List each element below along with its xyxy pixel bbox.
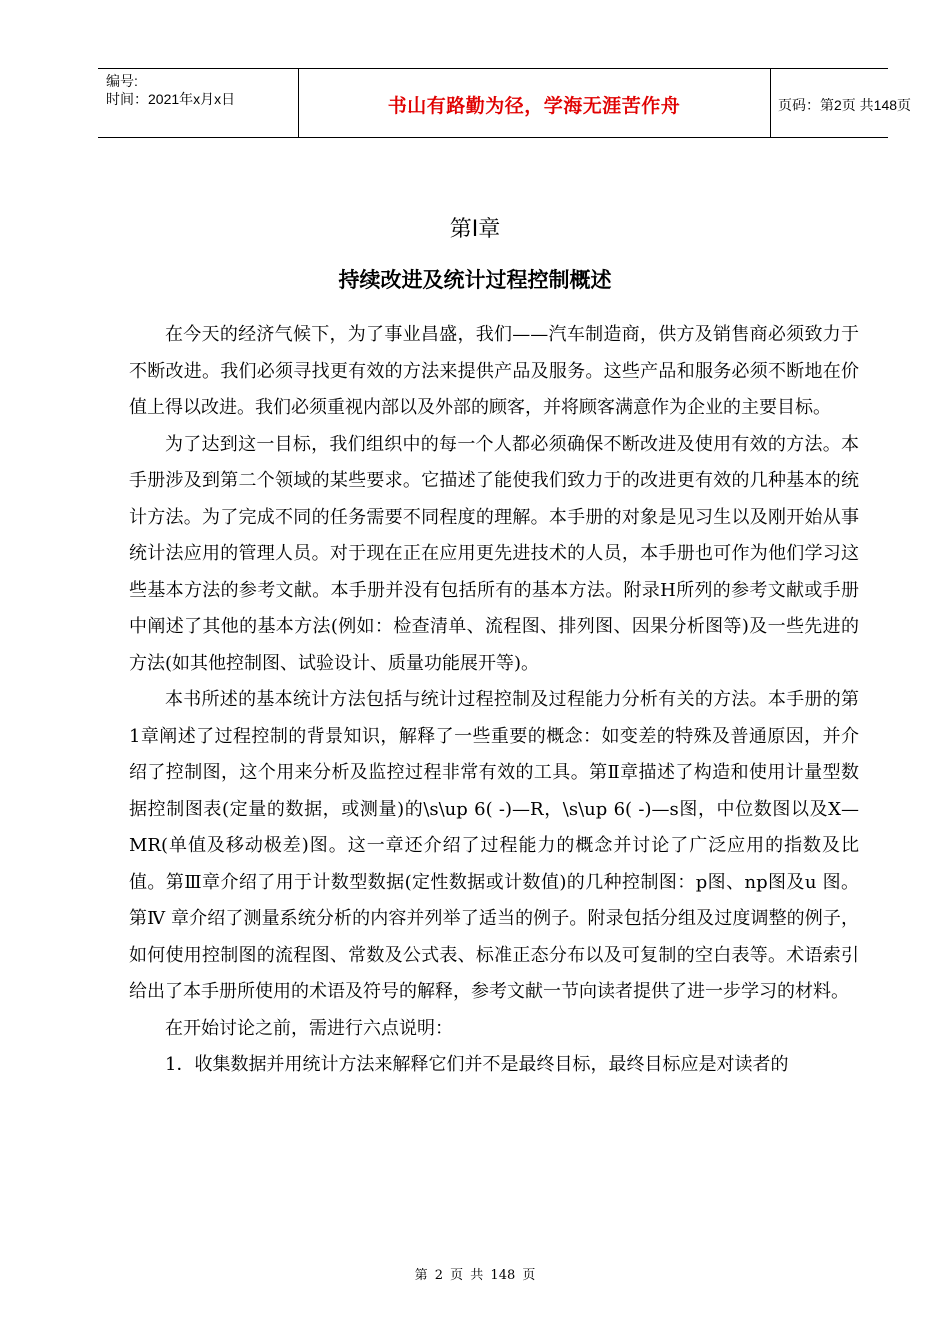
chapter-title: 持续改进及统计过程控制概述 bbox=[338, 268, 612, 292]
page-header bbox=[98, 68, 912, 138]
header-page-cell bbox=[770, 69, 912, 137]
time-label: 时间：2021年x月x日 bbox=[106, 91, 236, 107]
motto-text: 书山有路勤为径，学海无涯苦作舟 bbox=[387, 95, 681, 117]
number-label: 编号: bbox=[106, 73, 138, 89]
paragraph: 1．收集数据并用统计方法来解释它们并不是最终目标，最终目标应是对读者的 bbox=[165, 1054, 789, 1075]
paragraph: 本书所述的基本统计方法包括与统计过程控制及过程能力分析有关的方法。本手册的第1章阐述了过程控制的背景知识，解释了一些重要的概念：如变差的特殊及普通原因，并介绍了控制图，这个用来分析及监控过程非常有效的工具。第Ⅱ章描述了构造和使用计量型数据控制图表(定量的数据，或测量)的\s\up 6( -)—R，\s\up 6( -)—s图，中位数图以及X—MR(单值及移动极差)图。这一章还介绍了过程能力的概念并讨论了广泛应用的指数及比值。第Ⅲ章介绍了用于计数型数据(定性数据或计数值)的几种控制图：p图、np图及u 图。第Ⅳ 章介绍了测量系统分析的内容并列举了适当的例子。附录包括分组及过度调整的例子，如何使用控制图的流程图、常数及公式表、标准正态分布以及可复制的空白表等。术语索引给出了本手册所使用的术语及符号的解释，参考文献一节向读者提供了进一步学习的材料。 bbox=[129, 689, 859, 1002]
header-meta-cell bbox=[98, 69, 299, 137]
page-footer: 第 2 页 共 148 页 bbox=[414, 1268, 536, 1283]
body-text bbox=[129, 317, 859, 1084]
page-info: 页码：第2页 共148页 bbox=[778, 97, 912, 113]
paragraph: 在今天的经济气候下，为了事业昌盛，我们——汽车制造商，供方及销售商必须致力于不断改进。我们必须寻找更有效的方法来提供产品及服务。这些产品和服务必须不断地在价值上得以改进。我们必须重视内部以及外部的顾客，并将顾客满意作为企业的主要目标。 bbox=[129, 324, 859, 418]
paragraph: 为了达到这一目标，我们组织中的每一个人都必须确保不断改进及使用有效的方法。本手册涉及到第二个领域的某些要求。它描述了能使我们致力于的改进更有效的几种基本的统计方法。为了完成不同的任务需要不同程度的理解。本手册的对象是见习生以及刚开始从事统计法应用的管理人员。对于现在正在应用更先进技术的人员，本手册也可作为他们学习这些基本方法的参考文献。本手册并没有包括所有的基本方法。附录H所列的参考文献或手册中阐述了其他的基本方法(例如：检查清单、流程图、排列图、因果分析图等)及一些先进的方法(如其他控制图、试验设计、质量功能展开等)。 bbox=[129, 433, 859, 674]
header-motto-cell bbox=[298, 69, 771, 137]
chapter-heading: 第Ⅰ章 bbox=[449, 217, 501, 242]
paragraph: 在开始讨论之前，需进行六点说明： bbox=[165, 1017, 453, 1039]
